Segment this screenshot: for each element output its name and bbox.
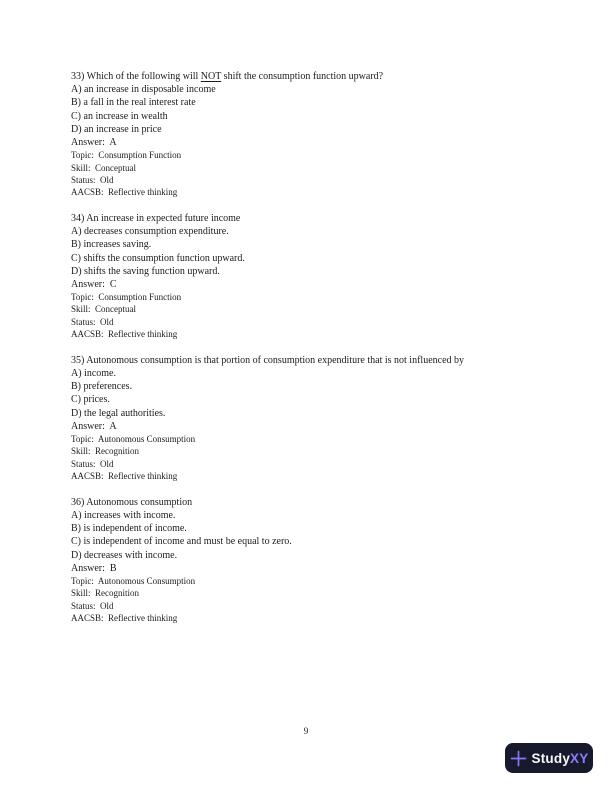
aacsb-line: AACSB: Reflective thinking [71, 470, 178, 481]
question-prompt [71, 70, 549, 83]
choice-c: C) prices. [71, 394, 110, 406]
question-block-33 [71, 70, 549, 198]
choice-a: A) increases with income. [71, 509, 176, 521]
choice-b: B) a fall in the real interest rate [71, 97, 196, 109]
page-number: 9 [303, 727, 309, 737]
choice-a: A) an increase in disposable income [71, 84, 216, 96]
topic-line: Topic: Consumption Function [71, 292, 182, 303]
answer-line: Answer: C [71, 278, 117, 290]
brand-study-label: Study [531, 750, 571, 766]
answer-line: Answer: A [71, 137, 117, 149]
status-line: Status: Old [71, 174, 114, 185]
prompt-prefix: 34) An increase in expected future income [71, 212, 241, 224]
question-prompt [71, 496, 549, 509]
prompt-suffix: shift the consumption function upward? [221, 71, 384, 82]
studyxy-brand-badge [505, 743, 593, 773]
brand-wordmark [532, 751, 589, 766]
choice-c: C) shifts the consumption function upward. [71, 252, 245, 264]
question-block-34 [71, 212, 549, 340]
prompt-underlined-word: NOT [200, 71, 222, 82]
topic-line: Topic: Autonomous Consumption [71, 434, 196, 445]
question-prompt [71, 212, 549, 225]
choice-d: D) decreases with income. [71, 549, 178, 561]
aacsb-line: AACSB: Reflective thinking [71, 187, 178, 198]
topic-line: Topic: Consumption Function [71, 150, 182, 161]
answer-line: Answer: A [71, 420, 117, 432]
question-block-35 [71, 354, 549, 482]
skill-line: Skill: Conceptual [71, 162, 136, 173]
question-prompt [71, 354, 549, 367]
choice-b: B) preferences. [71, 381, 133, 393]
aacsb-line: AACSB: Reflective thinking [71, 329, 178, 340]
choice-d: D) the legal authorities. [71, 407, 166, 419]
status-line: Status: Old [71, 600, 114, 611]
skill-line: Skill: Recognition [71, 446, 140, 457]
choice-a: A) decreases consumption expenditure. [71, 226, 229, 238]
prompt-prefix: 35) Autonomous consumption is that portion of consumption expenditure that is not influenced by [71, 354, 465, 366]
choice-c: C) an increase in wealth [71, 110, 168, 122]
choice-c: C) is independent of income and must be equal to zero. [71, 536, 292, 548]
brand-xy-label: XY [570, 750, 589, 766]
topic-line: Topic: Autonomous Consumption [71, 575, 196, 586]
aacsb-line: AACSB: Reflective thinking [71, 612, 178, 623]
choice-d: D) an increase in price [71, 123, 162, 135]
plus-icon [510, 750, 527, 767]
answer-line: Answer: B [71, 562, 117, 574]
questions-area [71, 70, 549, 638]
choice-d: D) shifts the saving function upward. [71, 265, 220, 277]
choice-b: B) is independent of income. [71, 523, 187, 535]
choice-a: A) income. [71, 368, 116, 380]
choice-b: B) increases saving. [71, 239, 152, 251]
prompt-prefix: 36) Autonomous consumption [71, 496, 193, 508]
status-line: Status: Old [71, 458, 114, 469]
status-line: Status: Old [71, 316, 114, 327]
skill-line: Skill: Recognition [71, 588, 140, 599]
question-block-36 [71, 496, 549, 624]
skill-line: Skill: Conceptual [71, 304, 136, 315]
prompt-prefix: 33) Which of the following will [71, 71, 201, 82]
